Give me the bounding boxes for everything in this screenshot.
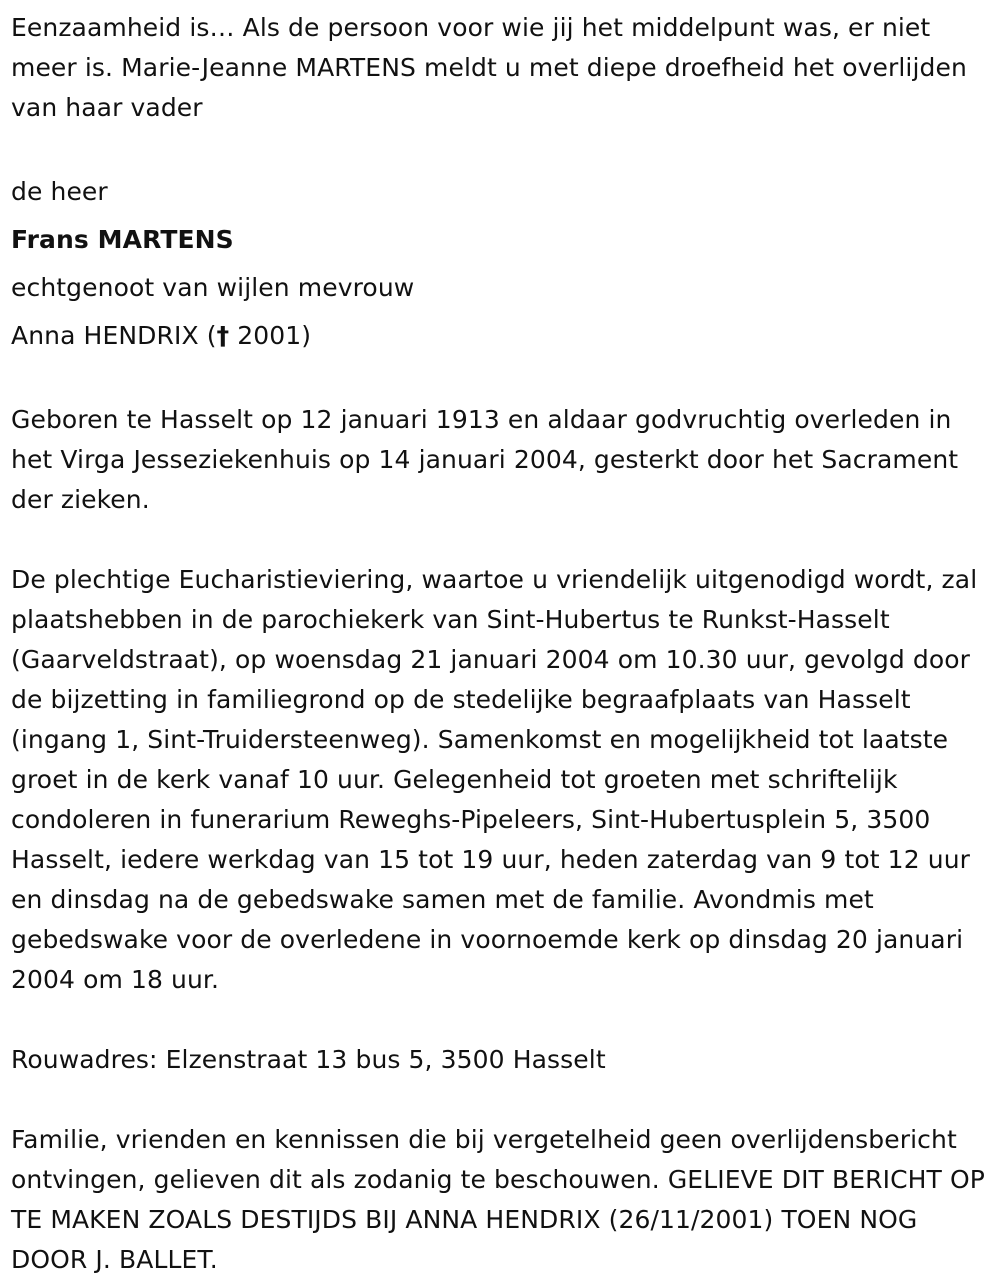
mourning-address: Rouwadres: Elzenstraat 13 bus 5, 3500 Hasselt xyxy=(11,1045,606,1074)
spacer xyxy=(11,1000,990,1040)
spouse-name-suffix: 2001) xyxy=(229,321,312,350)
spouse-name-prefix: Anna HENDRIX ( xyxy=(11,321,217,350)
deceased-block xyxy=(11,168,990,360)
spacer xyxy=(11,360,990,400)
cross-icon: † xyxy=(216,321,230,350)
ceremony-paragraph: De plechtige Eucharistieviering, waartoe u vriendelijk uitgenodigd wordt, zal plaatshebben in de parochiekerk van Sint-Hubertus te Runkst-Hasselt (Gaarveldstraat), op woensdag 21 januari 2004 om 10.30 uur, gevolgd door de bijzetting in familiegrond op de stedelijke begraafplaats van Hasselt (ingang 1, Sint-Truidersteenweg). Samenkomst en mogelijkheid tot laatste groet in de kerk vanaf 10 uur. Gelegenheid tot groeten met schriftelijk condoleren in funerarium Reweghs-Pipeleers, Sint-Hubertusplein 5, 3500 Hasselt, iedere werkdag van 15 tot 19 uur, heden zaterdag van 9 tot 12 uur en dinsdag na de gebedswake samen met de familie. Avondmis met gebedswake voor de overledene in voornoemde kerk op dinsdag 20 januari 2004 om 18 uur. xyxy=(11,565,978,994)
spacer xyxy=(11,128,990,168)
intro-paragraph: Eenzaamheid is… Als de persoon voor wie jij het middelpunt was, er niet meer is. Marie-Jeanne MARTENS meldt u met diepe droefheid het overlijden van haar vader xyxy=(11,13,967,122)
closing-sentence: Familie, vrienden en kennissen die bij vergetelheid geen overlijdensbericht ontvingen, gelieven dit als zodanig te beschouwen. xyxy=(11,1125,957,1194)
salutation: de heer xyxy=(11,177,108,206)
spacer xyxy=(11,1080,990,1120)
spouse-name xyxy=(11,312,990,360)
birth-death-paragraph: Geboren te Hasselt op 12 januari 1913 en aldaar godvruchtig overleden in het Virga Jesseziekenhuis op 14 januari 2004, gesterkt door het Sacrament der zieken. xyxy=(11,405,959,514)
closing-paragraph xyxy=(11,1120,990,1280)
spouse-line: echtgenoot van wijlen mevrouw xyxy=(11,273,415,302)
closing-request: GELIEVE DIT BERICHT OP TE MAKEN ZOALS DESTIJDS BIJ ANNA HENDRIX (26/11/2001) TOEN NOG DOOR J. BALLET. xyxy=(11,1165,985,1274)
deceased-name: Frans MARTENS xyxy=(11,225,234,254)
spacer xyxy=(11,520,990,560)
